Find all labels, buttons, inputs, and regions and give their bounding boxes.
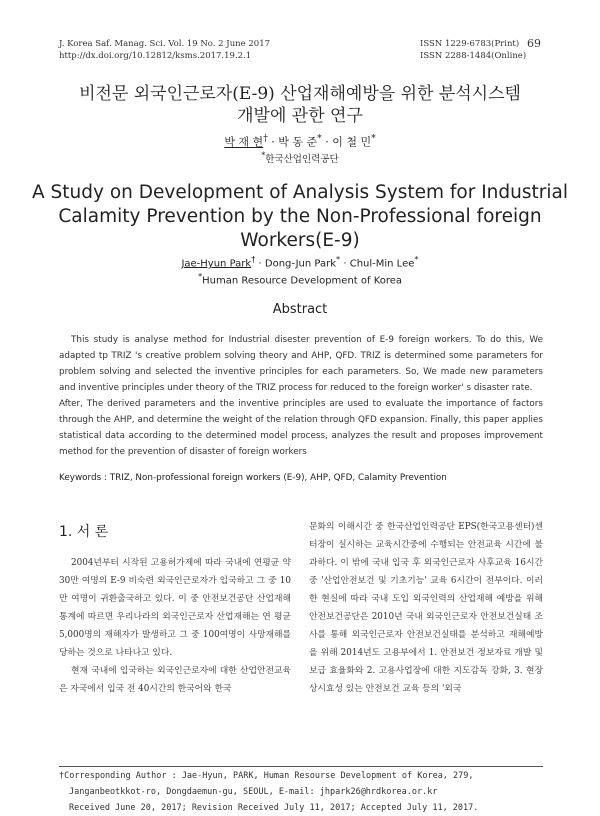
left-paragraph-1: 2004년부터 시작된 고용허가제에 따라 국내에 연평균 약 30만 여명의 E-9 비숙련 외국인근로자가 입국하고 그 중 10만 여명이 귀환출국하고 있다. 이 중 안전보건공단 산업재해 통계에 따르면 우리나라의 외국인근로자 산업재해는 연 평균 5,000명의 재해자가 발생하고 그 중 100여명이 사망재해를 당하는 것으로 나타나고 있다. [59, 558, 291, 658]
english-author-3: · Chul-Min Lee [343, 258, 415, 270]
korean-author-2: · 박 동 준 [271, 135, 318, 149]
abstract-paragraph-1: This study is analyse method for Industrial disester prevention of E-9 foreign workers. To do this, We adapted tp TRIZ 's creative problem solving theory and AHP, QFD. TRIZ is determined some parameters for problem solving and selected the inventive principles for each parameters. So, We made new parameters and inventive principles under theory of the TRIZ process for reduced to the foreign worker' s disaster rate. [59, 335, 543, 393]
left-column [59, 554, 291, 698]
korean-author-3: · 이 철 민 [325, 135, 372, 149]
abstract-body [59, 332, 543, 460]
english-title-line1: A Study on Development of Analysis System for Industrial [32, 182, 568, 203]
english-author-2: · Dong-Jun Park [258, 258, 336, 270]
korean-affiliation: *한국산업인력공단 [261, 151, 339, 166]
keywords: Keywords : TRIZ, Non-professional foreign workers (E-9), AHP, QFD, Calamity Prevention [59, 473, 447, 483]
english-author-1: Jae-Hyun Park [181, 258, 252, 270]
footnote-rule [59, 766, 543, 767]
abstract-heading: Abstract [272, 302, 328, 317]
abstract-paragraph-2: After, The derived parameters and the inventive principles are used to evaluate the importance of factors through the AHP, and determine the weight of the relation through QFD expansion. Finally, this paper applies statistical data according to the determined model process, analyzes the result and proposes improvement method for the prevention of disaster of foreign workers [59, 399, 543, 457]
english-authors: Jae-Hyun Park† · Dong-Jun Park* · Chul-Min Lee* [181, 254, 419, 270]
footnote-corresponding: †Corresponding Author : Jae-Hyun, PARK, Human Resourse Development of Korea, 279, [59, 771, 474, 781]
issn-print: ISSN 1229-6783(Print) [420, 39, 520, 49]
korean-title-line2: 개발에 관한 연구 [237, 106, 363, 126]
korean-authors: 박 재 현† · 박 동 준* · 이 철 민* [224, 133, 376, 149]
korean-title-line1: 비전문 외국인근로자(E-9) 산업재해예방을 위한 분석시스템 [79, 84, 521, 104]
korean-author-1: 박 재 현 [224, 135, 264, 149]
right-paragraph-1: 문화의 이해시간 중 한국산업인력공단 EPS(한국고용센터)센터장이 실시하는 교육시간중에 수행되는 안전교육 시간에 불과하다. 이 밖에 국내 입국 후 외국인근로자 사후교육 16시간 중 '산업안전보건 및 기초기능' 교육 6시간이 전부이다. 이러한 현실에 따라 국내 도입 외국인력의 산업재해 예방을 위해 안전보건공단은 2010년 국내 외국인근로자 안전보건실태 조사를 통해 외국인근로자 안전보건실태를 분석하고 재해예방을 위해 2014년도 고용부에서 1. 안전보건 정보자료 개발 및 보급 효율화와 2. 고용사업장에 대한 지도감독 강화, 3. 현장상시효성 있는 안전보건 교육 등의 '외국 [309, 522, 543, 694]
page-number: 69 [527, 37, 541, 50]
right-column [309, 518, 543, 698]
doi-link[interactable]: http://dx.doi.org/10.12812/ksms.2017.19.2.1 [59, 51, 252, 61]
english-title-line3: Workers(E-9) [240, 230, 360, 251]
section-title: 1. 서 론 [59, 524, 109, 540]
journal-citation: J. Korea Saf. Manag. Sci. Vol. 19 No. 2 June 2017 [59, 39, 271, 49]
left-paragraph-2: 현재 국내에 입국하는 외국인근로자에 대한 산업안전교육은 자국에서 입국 전 40시간의 한국어와 한국 [59, 666, 291, 694]
issn-online: ISSN 2288-1484(Online) [420, 51, 527, 61]
footnote-address: Janganbeotkkot-ro, Dongdaemun-gu, SEOUL, E-mail: jhpark26@hrdkorea.or.kr [69, 787, 438, 797]
footnote-dates: Received June 20, 2017; Revision Received July 11, 2017; Accepted July 11, 2017. [69, 803, 479, 813]
english-title-line2: Calamity Prevention by the Non-Professional foreign [58, 206, 542, 227]
footnote [59, 768, 549, 816]
english-affiliation: *Human Resource Development of Korea [197, 271, 403, 287]
